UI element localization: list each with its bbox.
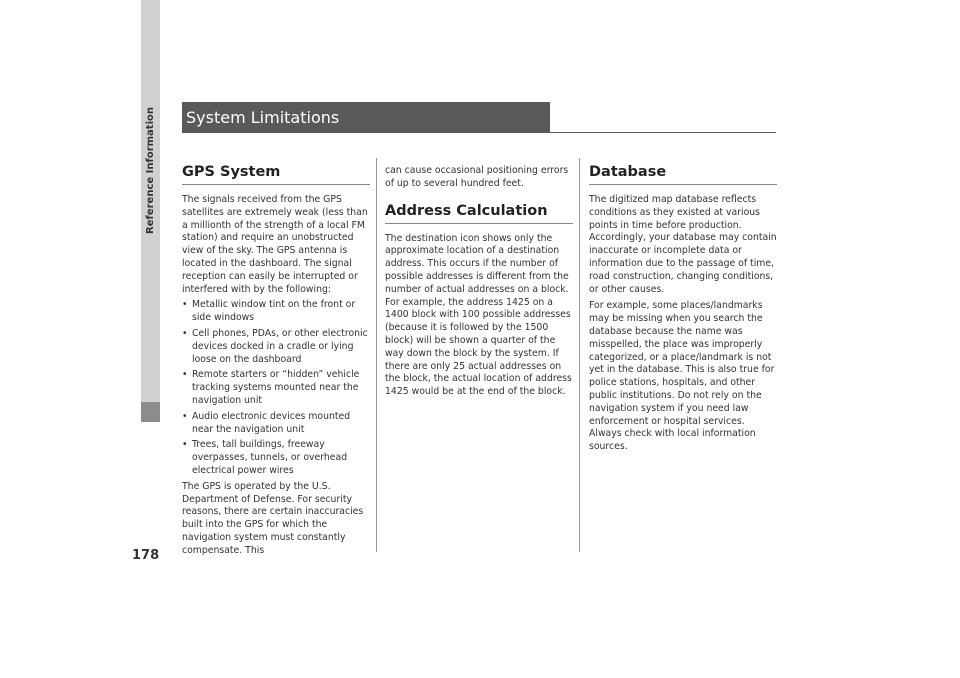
address-body: The destination icon shows only the approximate location of a destination address. This occurs if the number of possible addresses is different from the number of actual addresses on a block. For example, the address 1425 on a 1400 block with 100 possible addresses (because it is followed by the 1500 block) will be shown a quarter of the way down the block by the system. If there are only 25 actual addresses on the block, the actual location of address 1425 would be at the end of the block. — [385, 232, 572, 398]
column-divider — [376, 158, 377, 552]
address-heading: Address Calculation — [385, 203, 573, 224]
database-body-1: The digitized map database reflects conditions as they existed at various points in time before production. Accordingly, your database may contain inaccurate or incomplete data or information due to the passage of time, road construction, changing conditions, or other causes. — [589, 194, 777, 295]
title-rule — [550, 132, 776, 133]
list-item: • Remote starters or “hidden” vehicle tracking systems mounted near the navigation unit — [182, 369, 370, 407]
gps-heading: GPS System — [182, 164, 370, 185]
list-item: • Metallic window tint on the front or side windows — [182, 299, 370, 325]
column-database — [589, 164, 777, 454]
page-number: 178 — [132, 548, 160, 563]
side-section-label — [141, 106, 160, 234]
column-address — [385, 165, 573, 399]
list-item: • Audio electronic devices mounted near the navigation unit — [182, 411, 370, 437]
column-gps — [182, 164, 370, 558]
gps-intro: The signals received from the GPS satellites are extremely weak (less than a millionth of the strength of a local FM station) and require an unobstructed view of the sky. The GPS antenna is located in the dashboard. The signal reception can easily be interrupted or interfered with by the following: — [182, 194, 368, 295]
side-tab-marker — [141, 402, 160, 422]
side-section-label-text: Reference Information — [145, 106, 156, 234]
gps-interference-list — [182, 299, 370, 477]
gps-continued: can cause occasional positioning errors of up to several hundred feet. — [385, 165, 569, 189]
list-item: • Trees, tall buildings, freeway overpasses, tunnels, or overhead electrical power wires — [182, 439, 370, 477]
column-divider — [579, 158, 580, 552]
database-heading: Database — [589, 164, 777, 185]
section-title-banner: System Limitations — [182, 102, 550, 133]
list-item: • Cell phones, PDAs, or other electronic devices docked in a cradle or lying loose on the dashboard — [182, 328, 370, 366]
gps-closing: The GPS is operated by the U.S. Department of Defense. For security reasons, there are certain inaccuracies built into the GPS for which the navigation system must constantly compensate. This — [182, 480, 364, 556]
database-body-2: For example, some places/landmarks may be missing when you search the database because the name was misspelled, the place was improperly categorized, or a place/landmark is not yet in the database. This is also true for police stations, hospitals, and other public institutions. Do not rely on the navigation system if you need law enforcement or hospital services. Always check with local information sources. — [589, 300, 775, 453]
